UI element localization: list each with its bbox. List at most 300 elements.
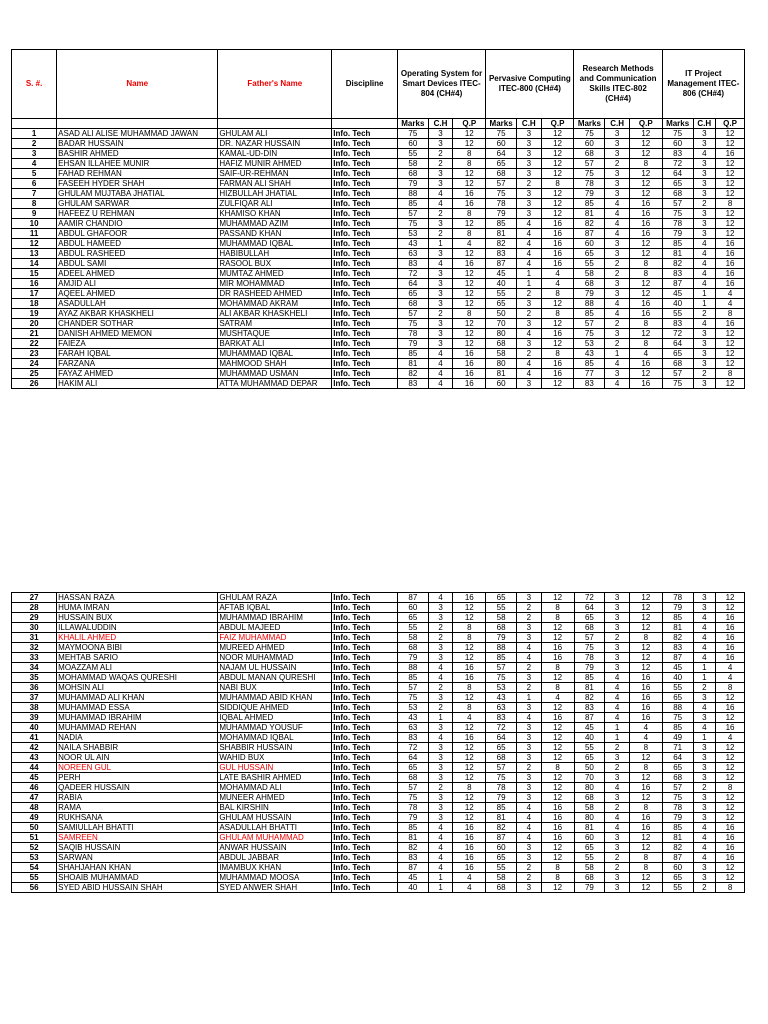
serial-number-cell: 33 [12,653,57,663]
father-name-cell: AFTAB IQBAL [218,603,332,613]
marks-cell: 57 [486,763,517,773]
serial-number-cell: 18 [12,299,57,309]
credit-hours-cell: 3 [517,673,542,683]
table-row [12,279,745,289]
discipline-cell: Info. Tech [332,249,398,259]
discipline-cell: Info. Tech [332,873,398,883]
credit-hours-cell: 4 [517,713,542,723]
father-name-cell: GHULAM MUHAMMAD [218,833,332,843]
credit-hours-cell: 3 [428,299,453,309]
father-name-cell: MUHAMMAD MOOSA [218,873,332,883]
credit-hours-cell: 3 [517,199,542,209]
marks-cell: 58 [397,159,428,169]
credit-hours-cell: 3 [693,219,716,229]
credit-hours-cell: 4 [605,229,630,239]
marks-cell: 85 [574,673,605,683]
quality-points-cell: 12 [629,663,662,673]
credit-hours-cell: 3 [428,289,453,299]
father-name-cell: FARMAN ALI SHAH [218,179,332,189]
marks-cell: 85 [397,349,428,359]
discipline-cell: Info. Tech [332,349,398,359]
quality-points-cell: 12 [716,763,745,773]
marks-cell: 83 [397,733,428,743]
table-row [12,833,745,843]
credit-hours-cell: 3 [517,379,542,389]
marks-cell: 75 [574,643,605,653]
marks-cell: 45 [662,289,693,299]
student-name-cell: HAKIM ALI [57,379,218,389]
credit-hours-cell: 1 [693,733,716,743]
marks-cell: 75 [662,209,693,219]
serial-number-cell: 41 [12,733,57,743]
discipline-cell: Info. Tech [332,863,398,873]
discipline-cell: Info. Tech [332,663,398,673]
quality-points-cell: 12 [541,753,574,763]
quality-points-cell: 16 [453,733,486,743]
table-row [12,379,745,389]
marks-cell: 55 [397,623,428,633]
sub-header-qp: Q.P [453,119,486,129]
student-name-cell: FARAH IQBAL [57,349,218,359]
credit-hours-cell: 3 [605,663,630,673]
marks-cell: 87 [397,593,428,603]
marks-cell: 68 [574,873,605,883]
quality-points-cell: 4 [716,733,745,743]
table-body-part2 [12,593,745,893]
credit-hours-cell: 3 [428,773,453,783]
marks-cell: 65 [574,249,605,259]
table-row [12,139,745,149]
header-father-name: Father's Name [218,50,332,119]
father-name-cell: MUHAMMAD IQBAL [218,349,332,359]
serial-number-cell: 27 [12,593,57,603]
credit-hours-cell: 3 [605,169,630,179]
discipline-cell: Info. Tech [332,339,398,349]
marks-cell: 58 [486,349,517,359]
credit-hours-cell: 4 [517,823,542,833]
credit-hours-cell: 3 [693,189,716,199]
serial-number-cell: 51 [12,833,57,843]
quality-points-cell: 16 [629,229,662,239]
credit-hours-cell: 2 [693,369,716,379]
student-name-cell: HASSAN RAZA [57,593,218,603]
marks-cell: 72 [397,269,428,279]
marks-cell: 88 [662,703,693,713]
student-name-cell: ABDUL GHAFOOR [57,229,218,239]
table-body-part1 [12,129,745,389]
marks-cell: 68 [397,643,428,653]
quality-points-cell: 16 [716,703,745,713]
sub-header-qp: Q.P [629,119,662,129]
marks-cell: 68 [397,299,428,309]
marks-cell: 82 [574,219,605,229]
marks-cell: 82 [574,693,605,703]
marks-cell: 77 [574,369,605,379]
quality-points-cell: 16 [453,379,486,389]
quality-points-cell: 12 [541,853,574,863]
quality-points-cell: 8 [453,229,486,239]
marks-cell: 79 [574,189,605,199]
marks-cell: 71 [662,743,693,753]
quality-points-cell: 12 [453,339,486,349]
credit-hours-cell: 4 [517,813,542,823]
marks-cell: 60 [574,239,605,249]
student-name-cell: BASHIR AHMED [57,149,218,159]
credit-hours-cell: 1 [517,693,542,703]
marks-cell: 63 [397,249,428,259]
credit-hours-cell: 3 [605,773,630,783]
marks-cell: 78 [574,179,605,189]
marks-cell: 65 [486,593,517,603]
credit-hours-cell: 3 [428,803,453,813]
sub-header-marks: Marks [397,119,428,129]
table-row [12,763,745,773]
marks-cell: 82 [662,259,693,269]
quality-points-cell: 12 [453,179,486,189]
quality-points-cell: 12 [716,803,745,813]
credit-hours-cell: 4 [605,359,630,369]
quality-points-cell: 16 [541,259,574,269]
marks-cell: 58 [486,613,517,623]
credit-hours-cell: 3 [517,753,542,763]
credit-hours-cell: 2 [605,269,630,279]
father-name-cell: BARKAT ALI [218,339,332,349]
quality-points-cell: 16 [453,863,486,873]
credit-hours-cell: 3 [693,593,716,603]
quality-points-cell: 16 [716,269,745,279]
credit-hours-cell: 2 [517,349,542,359]
father-name-cell: MIR MOHAMMAD [218,279,332,289]
credit-hours-cell: 4 [693,833,716,843]
marks-cell: 58 [574,863,605,873]
quality-points-cell: 12 [629,279,662,289]
marks-cell: 85 [574,199,605,209]
discipline-cell: Info. Tech [332,793,398,803]
student-name-cell: SHOAIB MUHAMMAD [57,873,218,883]
serial-number-cell: 48 [12,803,57,813]
marks-cell: 68 [486,169,517,179]
quality-points-cell: 12 [716,813,745,823]
marks-cell: 65 [486,299,517,309]
father-name-cell: NOOR MUHAMMAD [218,653,332,663]
quality-points-cell: 12 [629,169,662,179]
quality-points-cell: 16 [629,309,662,319]
quality-points-cell: 12 [453,773,486,783]
quality-points-cell: 16 [716,613,745,623]
table-row [12,773,745,783]
table-row [12,783,745,793]
quality-points-cell: 8 [629,863,662,873]
quality-points-cell: 4 [716,663,745,673]
discipline-cell: Info. Tech [332,673,398,683]
marks-cell: 65 [397,763,428,773]
table-row [12,339,745,349]
serial-number-cell: 21 [12,329,57,339]
marks-cell: 63 [486,703,517,713]
marks-cell: 79 [662,229,693,239]
marks-cell: 58 [397,633,428,643]
table-row [12,723,745,733]
credit-hours-cell: 3 [428,139,453,149]
credit-hours-cell: 3 [693,743,716,753]
marks-cell: 82 [662,633,693,643]
quality-points-cell: 8 [541,309,574,319]
quality-points-cell: 8 [629,853,662,863]
marks-cell: 40 [486,279,517,289]
student-name-cell: SAQIB HUSSAIN [57,843,218,853]
sub-header-marks: Marks [574,119,605,129]
father-name-cell: ASADULLAH BHATTI [218,823,332,833]
marks-cell: 68 [662,359,693,369]
student-name-cell: SAMREEN [57,833,218,843]
credit-hours-cell: 2 [517,603,542,613]
serial-number-cell: 40 [12,723,57,733]
credit-hours-cell: 4 [428,379,453,389]
serial-number-cell: 13 [12,249,57,259]
quality-points-cell: 8 [629,319,662,329]
quality-points-cell: 8 [453,783,486,793]
marks-cell: 75 [486,673,517,683]
credit-hours-cell: 3 [517,299,542,309]
quality-points-cell: 12 [453,299,486,309]
marks-cell: 87 [574,229,605,239]
credit-hours-cell: 4 [517,229,542,239]
student-name-cell: ABDUL RASHEED [57,249,218,259]
credit-hours-cell: 3 [517,843,542,853]
quality-points-cell: 12 [453,653,486,663]
table-row [12,149,745,159]
quality-points-cell: 4 [629,723,662,733]
marks-cell: 79 [397,179,428,189]
father-name-cell: ABDUL MANAN QURESHI [218,673,332,683]
credit-hours-cell: 3 [605,239,630,249]
discipline-cell: Info. Tech [332,883,398,893]
marks-cell: 64 [662,169,693,179]
quality-points-cell: 12 [716,229,745,239]
father-name-cell: IQBAL AHMED [218,713,332,723]
marks-cell: 43 [574,349,605,359]
discipline-cell: Info. Tech [332,853,398,863]
credit-hours-cell: 4 [428,833,453,843]
marks-cell: 57 [574,319,605,329]
marks-cell: 78 [662,803,693,813]
student-name-cell: ABDUL HAMEED [57,239,218,249]
sub-header-ch: C.H [517,119,542,129]
quality-points-cell: 4 [716,289,745,299]
father-name-cell: MUHAMMAD AZIM [218,219,332,229]
discipline-cell: Info. Tech [332,593,398,603]
quality-points-cell: 16 [716,279,745,289]
header-course-1: Operating System for Smart Devices ITEC-804 (CH#4) [397,50,485,119]
student-name-cell: AYAZ AKBAR KHASKHELI [57,309,218,319]
marks-cell: 85 [397,823,428,833]
credit-hours-cell: 2 [693,309,716,319]
marks-cell: 55 [574,853,605,863]
credit-hours-cell: 3 [517,593,542,603]
marks-cell: 65 [574,753,605,763]
serial-number-cell: 44 [12,763,57,773]
discipline-cell: Info. Tech [332,803,398,813]
credit-hours-cell: 4 [605,309,630,319]
credit-hours-cell: 1 [605,723,630,733]
discipline-cell: Info. Tech [332,633,398,643]
credit-hours-cell: 3 [605,289,630,299]
credit-hours-cell: 3 [428,613,453,623]
credit-hours-cell: 3 [428,169,453,179]
quality-points-cell: 4 [453,883,486,893]
marks-cell: 68 [574,149,605,159]
marks-cell: 83 [662,643,693,653]
marks-cell: 85 [486,219,517,229]
credit-hours-cell: 4 [693,623,716,633]
marks-cell: 55 [486,863,517,873]
marks-cell: 68 [662,189,693,199]
serial-number-cell: 35 [12,673,57,683]
marks-cell: 45 [574,723,605,733]
quality-points-cell: 16 [541,713,574,723]
credit-hours-cell: 3 [693,693,716,703]
quality-points-cell: 12 [541,633,574,643]
marks-cell: 82 [397,369,428,379]
quality-points-cell: 12 [716,209,745,219]
student-name-cell: HUMA IMRAN [57,603,218,613]
discipline-cell: Info. Tech [332,723,398,733]
credit-hours-cell: 4 [517,329,542,339]
credit-hours-cell: 4 [428,369,453,379]
credit-hours-cell: 4 [605,209,630,219]
header-sno: S. #. [12,50,57,119]
quality-points-cell: 4 [629,349,662,359]
credit-hours-cell: 4 [693,643,716,653]
credit-hours-cell: 3 [693,339,716,349]
credit-hours-cell: 4 [693,853,716,863]
results-table-part2 [11,592,745,893]
table-row [12,643,745,653]
table-row [12,219,745,229]
credit-hours-cell: 4 [693,823,716,833]
marks-cell: 88 [397,663,428,673]
marks-cell: 55 [574,259,605,269]
marks-cell: 55 [574,743,605,753]
credit-hours-cell: 3 [605,653,630,663]
serial-number-cell: 7 [12,189,57,199]
credit-hours-cell: 3 [605,753,630,763]
father-name-cell: KAMAL-UD-DIN [218,149,332,159]
marks-cell: 57 [397,309,428,319]
sub-header-blank [218,119,332,129]
father-name-cell: PASSAND KHAN [218,229,332,239]
marks-cell: 75 [574,329,605,339]
quality-points-cell: 12 [629,843,662,853]
credit-hours-cell: 3 [693,139,716,149]
marks-cell: 70 [486,319,517,329]
quality-points-cell: 16 [716,723,745,733]
quality-points-cell: 12 [716,863,745,873]
marks-cell: 88 [574,299,605,309]
quality-points-cell: 12 [453,723,486,733]
marks-cell: 64 [397,753,428,763]
marks-cell: 79 [397,813,428,823]
student-name-cell: RAMA [57,803,218,813]
quality-points-cell: 8 [541,863,574,873]
credit-hours-cell: 3 [605,843,630,853]
quality-points-cell: 12 [453,613,486,623]
quality-points-cell: 12 [716,743,745,753]
credit-hours-cell: 4 [605,783,630,793]
table-row [12,863,745,873]
credit-hours-cell: 3 [605,279,630,289]
credit-hours-cell: 3 [517,703,542,713]
marks-cell: 78 [486,783,517,793]
serial-number-cell: 12 [12,239,57,249]
credit-hours-cell: 3 [428,219,453,229]
marks-cell: 72 [397,743,428,753]
credit-hours-cell: 1 [693,299,716,309]
marks-cell: 64 [662,753,693,763]
credit-hours-cell: 3 [428,653,453,663]
father-name-cell: HAFIZ MUNIR AHMED [218,159,332,169]
quality-points-cell: 16 [541,803,574,813]
student-name-cell: RUKHSANA [57,813,218,823]
quality-points-cell: 12 [541,149,574,159]
quality-points-cell: 16 [541,643,574,653]
student-name-cell: ABDUL SAMI [57,259,218,269]
marks-cell: 79 [662,813,693,823]
discipline-cell: Info. Tech [332,833,398,843]
credit-hours-cell: 1 [517,279,542,289]
quality-points-cell: 12 [453,219,486,229]
credit-hours-cell: 4 [605,199,630,209]
quality-points-cell: 12 [716,773,745,783]
quality-points-cell: 12 [541,793,574,803]
marks-cell: 83 [574,379,605,389]
credit-hours-cell: 3 [517,189,542,199]
quality-points-cell: 12 [716,329,745,339]
credit-hours-cell: 1 [605,733,630,743]
student-name-cell: MOAZZAM ALI [57,663,218,673]
quality-points-cell: 12 [629,603,662,613]
marks-cell: 83 [397,853,428,863]
quality-points-cell: 12 [541,703,574,713]
quality-points-cell: 16 [541,359,574,369]
credit-hours-cell: 1 [693,289,716,299]
serial-number-cell: 3 [12,149,57,159]
credit-hours-cell: 1 [605,349,630,359]
father-name-cell: DR RASHEED AHMED [218,289,332,299]
marks-cell: 68 [486,339,517,349]
discipline-cell: Info. Tech [332,279,398,289]
discipline-cell: Info. Tech [332,703,398,713]
marks-cell: 40 [662,673,693,683]
serial-number-cell: 22 [12,339,57,349]
quality-points-cell: 4 [716,299,745,309]
table-row [12,603,745,613]
credit-hours-cell: 2 [605,853,630,863]
sub-header-ch: C.H [693,119,716,129]
credit-hours-cell: 1 [693,663,716,673]
table-row [12,753,745,763]
table-row [12,169,745,179]
student-name-cell: PERH [57,773,218,783]
student-name-cell: AMJID ALI [57,279,218,289]
student-name-cell: FAIEZA [57,339,218,349]
quality-points-cell: 8 [716,369,745,379]
discipline-cell: Info. Tech [332,379,398,389]
marks-cell: 58 [574,803,605,813]
marks-cell: 79 [574,289,605,299]
marks-cell: 75 [397,219,428,229]
quality-points-cell: 4 [453,239,486,249]
